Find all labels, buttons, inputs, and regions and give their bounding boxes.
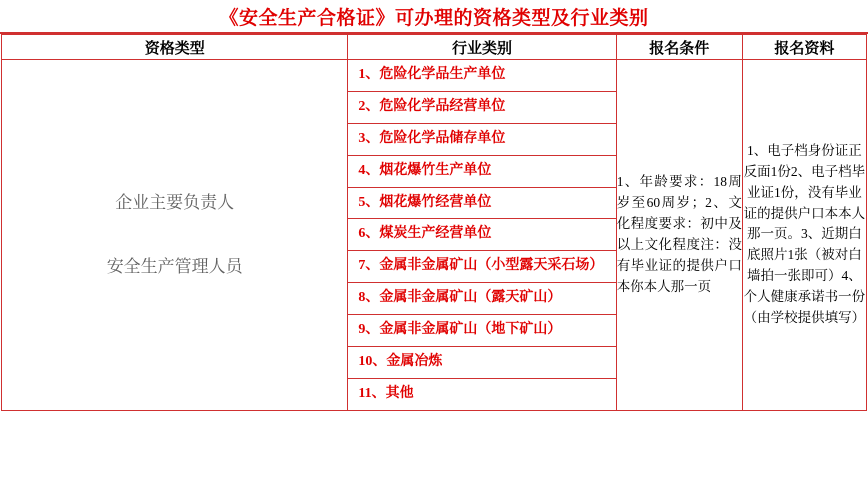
list-item: 2、危险化学品经营单位 — [348, 92, 615, 124]
header-industry-category: 行业类别 — [348, 35, 616, 60]
qualification-type-item: 企业主要负责人 — [115, 192, 235, 212]
registration-documents-text: 1、电子档身份证正反面1份2、电子档毕业证1份，没有毕业证的提供户口本本人那一页。3、近期白底照片1张（被对白墙拍一张即可）4、个人健康承诺书一份（由学校提供填写） — [743, 142, 866, 326]
list-item: 6、煤炭生产经营单位 — [348, 219, 615, 251]
qualification-type-cell — [2, 60, 348, 411]
qualification-table — [1, 34, 867, 411]
header-registration-conditions: 报名条件 — [616, 35, 742, 60]
list-item: 11、其他 — [358, 385, 414, 401]
table-header-row — [2, 35, 867, 60]
registration-conditions-text: 1、年龄要求：18周岁至60周岁；2、文化程度要求：初中及以上文化程度注：没有毕业证的提供户口本你本人那一页 — [616, 174, 742, 294]
header-qualification-type: 资格类型 — [2, 35, 348, 60]
list-item: 10、金属冶炼 — [348, 347, 615, 379]
list-item: 1、危险化学品生产单位 — [348, 60, 615, 92]
list-item: 7、金属非金属矿山（小型露天采石场） — [348, 251, 615, 283]
list-item: 3、危险化学品储存单位 — [348, 124, 615, 156]
header-registration-documents: 报名资料 — [742, 35, 866, 60]
registration-documents-cell — [742, 60, 866, 411]
qualification-type-item: 安全生产管理人员 — [106, 256, 243, 276]
registration-conditions-cell — [616, 60, 742, 411]
list-item: 5、烟花爆竹经营单位 — [348, 188, 615, 220]
document-title-bar — [0, 0, 868, 34]
table-body-row — [2, 60, 867, 411]
industry-category-cell — [348, 60, 616, 411]
industry-list — [348, 60, 615, 410]
list-item: 9、金属非金属矿山（地下矿山） — [348, 315, 615, 347]
list-item: 4、烟花爆竹生产单位 — [348, 156, 615, 188]
page-title: 《安全生产合格证》可办理的资格类型及行业类别 — [219, 7, 649, 29]
list-item: 8、金属非金属矿山（露天矿山） — [348, 283, 615, 315]
